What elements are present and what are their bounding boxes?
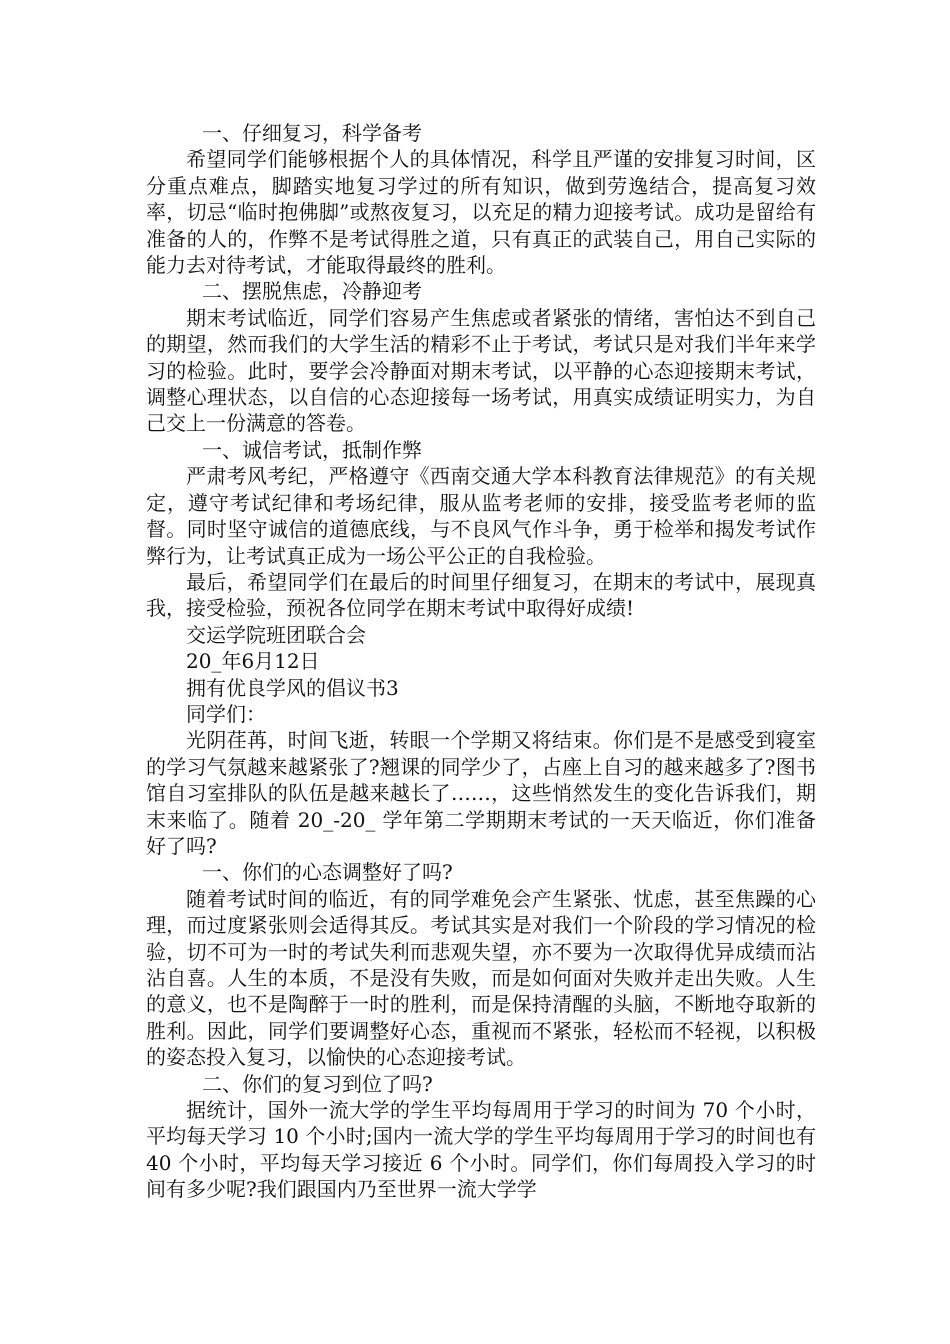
signature: 交运学院班团联合会 [186, 622, 366, 647]
section-heading: 二、你们的复习到位了吗? [202, 1071, 433, 1096]
date-line: 20_年6月12日 [186, 649, 320, 674]
body-paragraph: 据统计，国外一流大学的学生平均每周用于学习的时间为 70 个小时，平均每天学习 10 个小时;国内一流大学的学生平均每周用于学习的时间也有 40 个小时，平均每天学习接近 6 个小时。同学们，你们每周投入学习的时间有多少呢?我们跟国内乃至世界一流大学学 [146, 1098, 816, 1202]
body-paragraph: 希望同学们能够根据个人的具体情况，科学且严谨的安排复习时间，区分重点难点，脚踏实地复习学过的所有知识，做到劳逸结合，提高复习效率，切忌“临时抱佛脚”或熬夜复习，以充足的精力迎接考试。成功是留给有准备的人的，作弊不是考试得胜之道，只有真正的武装自己，用自己实际的能力去对待考试，才能取得最终的胜利。 [146, 147, 816, 278]
body-paragraph: 严肃考风考纪，严格遵守《西南交通大学本科教育法律规范》的有关规定，遵守考试纪律和考场纪律，服从监考老师的安排，接受监考老师的监督。同时坚守诚信的道德底线，与不良风气作斗争，勇于检举和揭发考试作弊行为，让考试真正成为一场公平公正的自我检验。 [146, 464, 816, 568]
section-heading: 一、仔细复习，科学备考 [202, 121, 422, 145]
body-paragraph: 期末考试临近，同学们容易产生焦虑或者紧张的情绪，害怕达不到自己的期望，然而我们的大学生活的精彩不止于考试，考试只是对我们半年来学习的检验。此时，要学会冷静面对期末考试，以平静的心态迎接期末考试，调整心理状态，以自信的心态迎接每一场考试，用真实成绩证明实力，为自己交上一份满意的答卷。 [146, 305, 816, 436]
body-paragraph: 最后，希望同学们在最后的时间里仔细复习，在期末的考试中，展现真我，接受检验，预祝各位同学在期末考试中取得好成绩! [146, 569, 816, 621]
document-title: 拥有优良学风的倡议书3 [186, 675, 399, 700]
body-paragraph: 光阴荏苒，时间飞逝，转眼一个学期又将结束。你们是不是感受到寝室的学习气氛越来越紧张了?翘课的同学少了，占座上自习的越来越多了?图书馆自习室排队的队伍是越来越长了……，这些悄然发生的变化告诉我们，期末来临了。随着 20_-20_ 学年第二学期期末考试的一天天临近，你们准备好了吗? [146, 728, 816, 858]
document-body [146, 120, 816, 1203]
section-heading: 一、你们的心态调整好了吗? [202, 860, 453, 885]
greeting: 同学们： [186, 701, 266, 726]
body-paragraph: 随着考试时间的临近，有的同学难免会产生紧张、忧虑，甚至焦躁的心理，而过度紧张则会适得其反。考试其实是对我们一个阶段的学习情况的检验，切不可为一时的考试失利而悲观失望，亦不要为一次取得优异成绩而沾沾自喜。人生的本质，不是没有失败，而是如何面对失败并走出失败。人生的意义，也不是陶醉于一时的胜利，而是保持清醒的头脑，不断地夺取新的胜利。因此，同学们要调整好心态，重视而不紧张，轻松而不轻视，以积极的姿态投入复习，以愉快的心态迎接考试。 [146, 886, 816, 1070]
section-heading: 一、诚信考试，抵制作弊 [202, 437, 422, 462]
section-heading: 二、摆脱焦虑，冷静迎考 [202, 279, 422, 304]
